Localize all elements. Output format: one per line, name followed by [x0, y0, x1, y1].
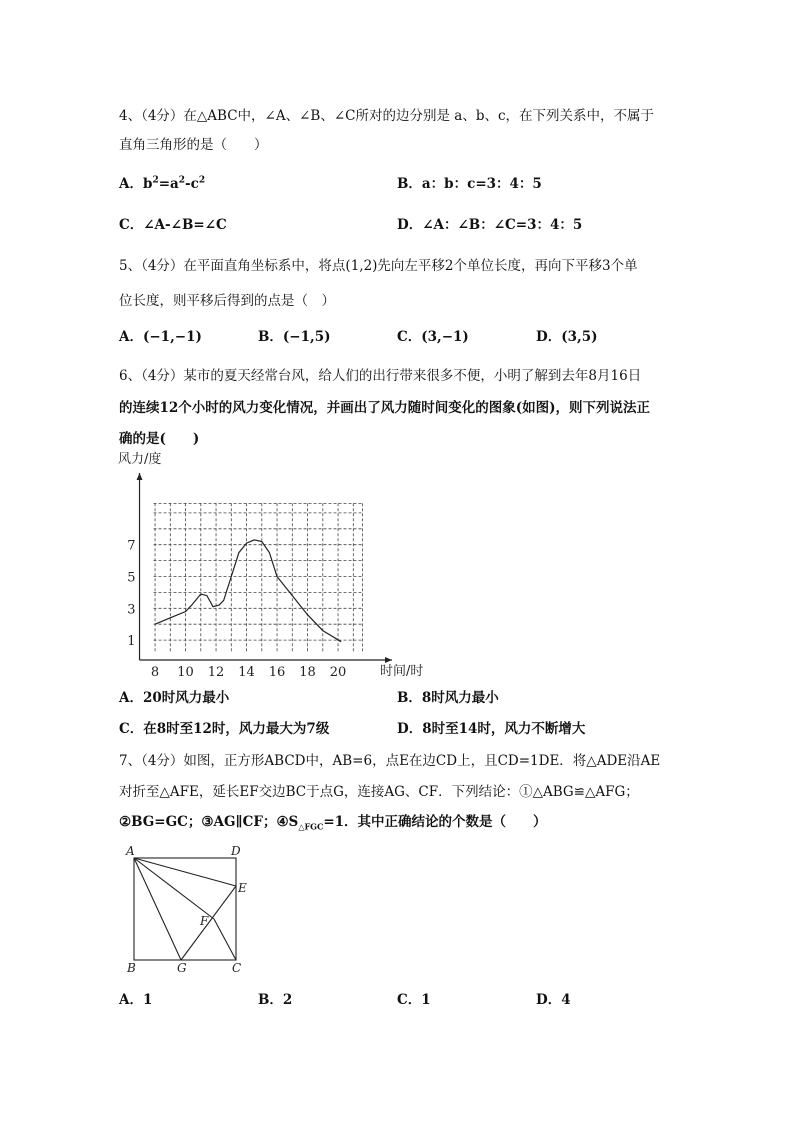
x-tick-label: 12 [207, 665, 225, 680]
q5-option-b: B．(−1,5) [258, 329, 331, 345]
q4-stem-line2: 直角三角形的是（ ） [119, 137, 268, 153]
y-axis-arrow [137, 473, 143, 480]
segment-ae [134, 858, 236, 886]
q6-option-a: A．20时风力最小 [119, 690, 230, 706]
y-tick-label: 7 [127, 538, 136, 554]
label-a: A [126, 844, 135, 858]
square-figure [118, 840, 258, 975]
x-tick-label: 20 [329, 665, 347, 680]
q6-stem-line3: 确的是( ) [119, 431, 200, 447]
y-tick-label: 5 [127, 570, 136, 586]
q4-option-c: C．∠A-∠B=∠C [119, 217, 227, 233]
x-tick-label: 18 [299, 665, 316, 680]
label-g: G [177, 961, 187, 975]
x-tick-label: 10 [177, 665, 194, 680]
label-b: B [127, 961, 136, 975]
q6-option-b: B．8时风力最小 [397, 690, 499, 706]
y-tick-label: 1 [127, 634, 136, 650]
q7-stem-line2: 对折至△AFE，延长EF交边BC于点G，连接AG、CF．下列结论：①△ABG≌△AFG； [119, 784, 639, 800]
chart-grid [154, 503, 363, 651]
x-tick-label: 8 [150, 665, 160, 680]
q7-option-b: B．2 [258, 992, 293, 1008]
x-axis-arrow [385, 657, 392, 663]
segment-fc [214, 919, 236, 960]
q4-option-d: D．∠A：∠B：∠C=3：4：5 [397, 217, 583, 233]
q6-option-d: D．8时至14时，风力不断增大 [397, 721, 586, 737]
x-axis-label: 时间/时 [380, 664, 424, 679]
q7-option-c: C．1 [397, 992, 431, 1008]
q7-stem-line1: 7、（4分）如图，正方形ABCD中，AB=6，点E在边CD上，且CD=1DE．将△ADE沿AE [119, 753, 661, 769]
q6-option-c: C．在8时至12时，风力最大为7级 [119, 721, 330, 737]
segment-af [134, 858, 214, 919]
q5-option-a: A．(−1,−1) [119, 329, 202, 345]
x-tick-label: 16 [268, 665, 286, 680]
q4-option-b: B．a：b：c=3：4：5 [397, 176, 542, 192]
q5-option-d: D．(3,5) [536, 329, 598, 345]
segment-ag [134, 858, 181, 960]
x-tick-label: 14 [238, 665, 255, 680]
label-f: F [200, 914, 209, 928]
segment-eg [181, 886, 236, 960]
label-c: C [232, 961, 242, 975]
q7-option-a: A．1 [119, 992, 153, 1008]
q5-stem-line2: 位长度，则平移后得到的点是（ ） [119, 293, 335, 309]
q6-stem-line1: 6、（4分）某市的夏天经常台风，给人们的出行带来很多不便，小明了解到去年8月16日 [119, 368, 642, 384]
q5-option-c: C．(3,−1) [397, 329, 469, 345]
q4-stem-line1: 4、（4分）在△ABC中，∠A、∠B、∠C所对的边分别是 a、b、c，在下列关系中，不属于 [119, 108, 655, 124]
q6-stem-line2: 的连续12个小时的风力变化情况，并画出了风力随时间变化的图象(如图)，则下列说法正 [119, 400, 651, 416]
q5-stem-line1: 5、（4分）在平面直角坐标系中，将点(1,2)先向左平移2个单位长度，再向下平移3个单 [119, 258, 638, 274]
wind-chart [110, 445, 440, 680]
y-tick-label: 3 [127, 602, 136, 618]
q7-stem-line3: ②BG=GC；③AG∥CF；$④S_{\triangle FGC}=1$．其中正确结论的个数是（ ） [119, 814, 547, 832]
label-d: D [231, 844, 241, 858]
label-e: E [238, 881, 247, 895]
q7-option-d: D．4 [536, 992, 571, 1008]
y-axis-label: 风力/度 [118, 452, 162, 467]
q4-option-a: A．$b^2=a^2-c^2$ [119, 175, 206, 192]
square-abcd [134, 858, 236, 960]
wind-series-line [155, 540, 341, 642]
